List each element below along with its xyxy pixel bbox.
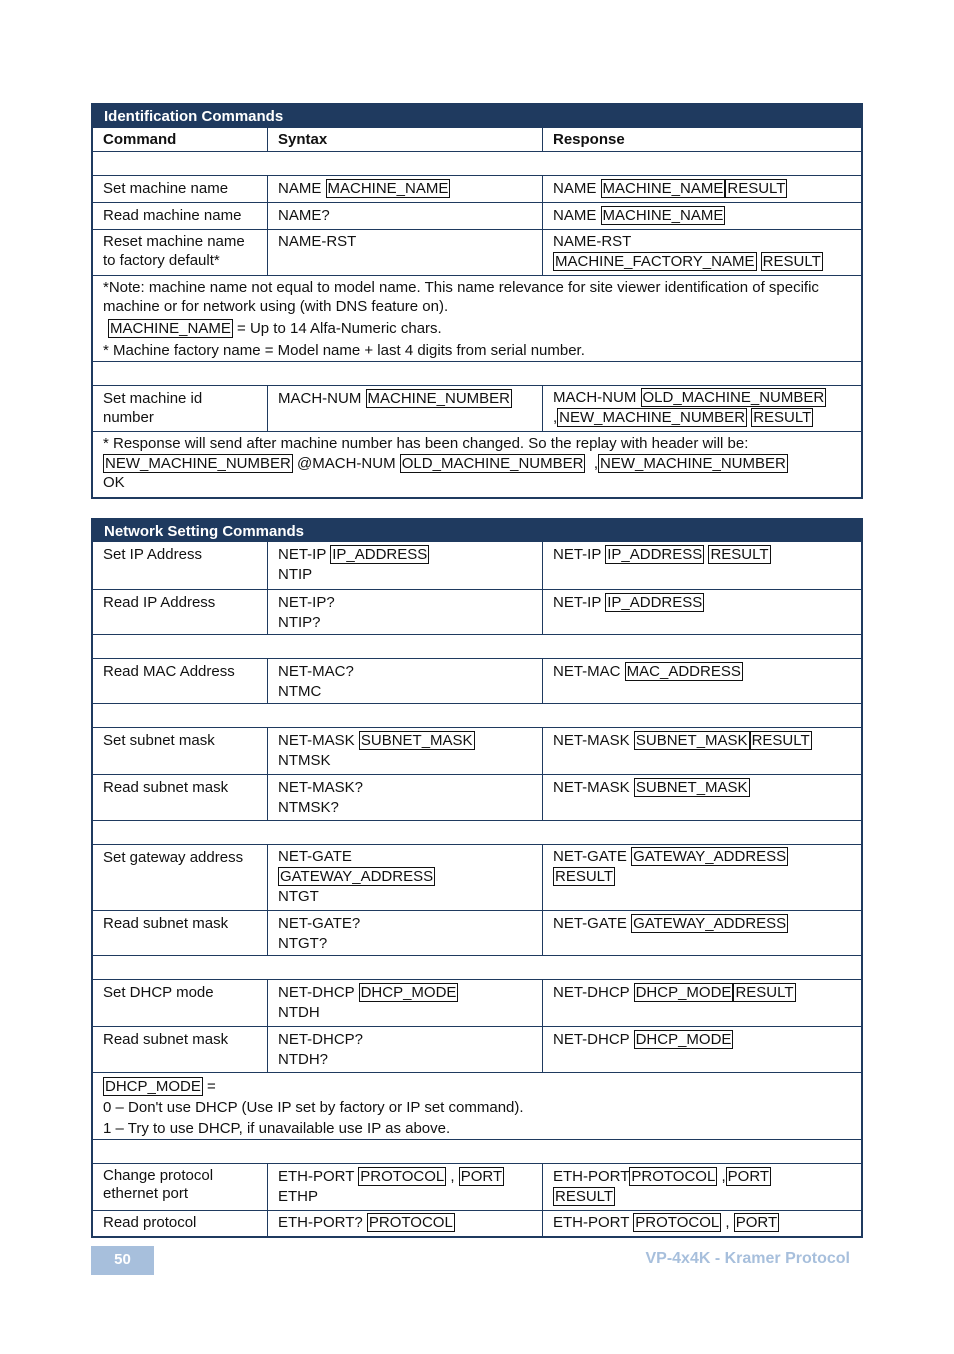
header-command: Command: [93, 128, 268, 151]
note-text: 1 – Try to use DHCP, if unavailable use IP as above.: [103, 1120, 451, 1137]
param-box: RESULT: [555, 1188, 614, 1205]
response-text: NET-IP: [553, 594, 602, 611]
syntax-cell: [268, 1211, 543, 1236]
table-row: [93, 202, 861, 229]
param-box: OLD_MACHINE_NUMBER: [401, 455, 584, 472]
syntax-cell: [268, 542, 543, 589]
command-cell: Read protocol: [93, 1211, 268, 1236]
response-text: ,: [721, 1168, 726, 1185]
command-cell: [93, 386, 268, 431]
command-cell: Read subnet mask: [93, 1027, 268, 1072]
param-box: PORT: [735, 1214, 778, 1231]
response-line: [553, 1187, 851, 1207]
param-box: DHCP_MODE: [360, 984, 457, 1001]
response-text: ETH-PORT: [553, 1214, 630, 1231]
table-row: [93, 175, 861, 202]
param-box: RESULT: [710, 546, 769, 563]
response-cell: [543, 728, 861, 774]
param-box: IP_ADDRESS: [607, 546, 703, 563]
syntax-line: [278, 983, 532, 1003]
param-box: PROTOCOL: [631, 1168, 716, 1185]
syntax-line: NET-DHCP?: [278, 1031, 364, 1048]
syntax-text: NET-MASK: [278, 732, 355, 749]
table-row: [93, 1163, 861, 1210]
response-text: NAME: [553, 207, 597, 224]
command-cell: Set gateway address: [93, 845, 268, 910]
param-box: PROTOCOL: [360, 1168, 445, 1185]
param-box: IP_ADDRESS: [607, 594, 703, 611]
note-text: @MACH-NUM: [297, 455, 396, 472]
command-line: ethernet port: [103, 1185, 189, 1202]
note-text: OK: [103, 474, 125, 491]
note-text: [103, 1076, 851, 1097]
syntax-cell: [268, 911, 543, 955]
response-text: ETH-PORT: [553, 1168, 630, 1185]
command-cell: Set IP Address: [93, 542, 268, 589]
syntax-cell: NAME?: [268, 203, 543, 229]
param-box: NEW_MACHINE_NUMBER: [105, 455, 291, 472]
response-line: NAME-RST: [553, 233, 632, 250]
syntax-text: NET-IP: [278, 546, 327, 563]
param-box: GATEWAY_ADDRESS: [280, 868, 434, 885]
command-cell: Set DHCP mode: [93, 980, 268, 1026]
response-cell: [543, 176, 861, 202]
note-row: [93, 275, 861, 361]
syntax-line: NTDH?: [278, 1051, 329, 1068]
table-row: [93, 844, 861, 910]
response-cell: [543, 845, 861, 910]
table-row: [93, 542, 861, 589]
command-cell: Read machine name: [93, 203, 268, 229]
response-cell: [543, 542, 861, 589]
syntax-cell: [268, 845, 543, 910]
param-box: PROTOCOL: [368, 1214, 453, 1231]
header-syntax: Syntax: [268, 128, 543, 151]
param-box: DHCP_MODE: [105, 1078, 201, 1095]
syntax-line: [278, 867, 532, 887]
syntax-cell: NAME-RST: [268, 230, 543, 275]
syntax-line: NTIP?: [278, 614, 321, 631]
table-row: [93, 979, 861, 1026]
param-box: RESULT: [735, 984, 794, 1001]
response-cell: [543, 230, 861, 275]
response-text: NET-IP: [553, 546, 602, 563]
response-text: NET-MASK: [553, 732, 630, 749]
response-line: [553, 252, 851, 272]
command-cell: Read IP Address: [93, 590, 268, 634]
syntax-cell: [268, 1027, 543, 1072]
command-cell: Read subnet mask: [93, 911, 268, 955]
syntax-text: ETH-PORT: [278, 1168, 355, 1185]
header-row: [93, 127, 861, 151]
param-box: MACHINE_NAME: [110, 320, 231, 337]
syntax-cell: [268, 1164, 543, 1210]
command-cell: [93, 1164, 268, 1210]
param-box: NEW_MACHINE_NUMBER: [559, 409, 746, 426]
param-box: RESULT: [762, 253, 821, 270]
syntax-cell: [268, 176, 543, 202]
param-box: DHCP_MODE: [635, 984, 732, 1001]
response-text: NET-DHCP: [553, 984, 630, 1001]
response-text: ,: [553, 409, 558, 426]
response-cell: [543, 590, 861, 634]
response-cell: [543, 659, 861, 703]
spacer-row: [93, 820, 861, 844]
syntax-cell: [268, 728, 543, 774]
syntax-line: [278, 731, 532, 751]
note-row: [93, 1072, 861, 1139]
table-row: [93, 727, 861, 774]
spacer-row: [93, 955, 861, 979]
syntax-line: NTIP: [278, 566, 313, 583]
response-cell: [543, 980, 861, 1026]
response-cell: [543, 1211, 861, 1236]
syntax-text: MACH-NUM: [278, 390, 362, 407]
note-text: * Machine factory name = Model name + last 4 digits from serial number.: [103, 342, 585, 359]
note-text: = Up to 14 Alfa-Numeric chars.: [237, 320, 442, 337]
syntax-line: NET-GATE?: [278, 915, 361, 932]
response-text: NET-DHCP: [553, 1031, 630, 1048]
syntax-cell: [268, 659, 543, 703]
identification-table: [91, 103, 863, 499]
syntax-line: [278, 545, 532, 565]
response-line: [553, 847, 851, 867]
note-text: * Response will send after machine number has been changed. So the replay with header will be:: [103, 435, 749, 452]
command-line: to factory default*: [103, 252, 220, 269]
note-text: [103, 454, 851, 474]
param-box: MACHINE_NAME: [602, 207, 724, 224]
response-text: NAME: [553, 180, 597, 197]
table-row: [93, 229, 861, 275]
spacer-row: [93, 361, 861, 385]
table-row: [93, 1210, 861, 1236]
param-box: OLD_MACHINE_NUMBER: [642, 389, 825, 406]
command-line: Reset machine name: [103, 233, 245, 250]
syntax-cell: [268, 590, 543, 634]
syntax-line: NTDH: [278, 1004, 320, 1021]
response-line: [553, 867, 851, 887]
document-title: VP-4x4K - Kramer Protocol: [645, 1250, 850, 1267]
network-title: Network Setting Commands: [93, 520, 861, 542]
note-text: [103, 319, 851, 338]
param-box: PROTOCOL: [635, 1214, 720, 1231]
syntax-line: NTMSK: [278, 752, 331, 769]
command-cell: Set machine name: [93, 176, 268, 202]
param-box: MACHINE_NUMBER: [367, 390, 511, 407]
note-text: 0 – Don't use DHCP (Use IP set by factory or IP set command).: [103, 1099, 524, 1116]
param-box: GATEWAY_ADDRESS: [633, 848, 787, 865]
param-box: SUBNET_MASK: [360, 732, 473, 749]
param-box: PORT: [460, 1168, 503, 1185]
response-text: MACH-NUM: [553, 389, 637, 406]
table-row: [93, 1026, 861, 1072]
spacer-row: [93, 1139, 861, 1163]
response-text: NET-GATE: [553, 915, 627, 932]
response-cell: [543, 1027, 861, 1072]
command-line: number: [103, 409, 154, 426]
syntax-line: NET-MAC?: [278, 663, 354, 680]
syntax-line: NET-GATE: [278, 848, 352, 865]
param-box: GATEWAY_ADDRESS: [633, 915, 787, 932]
identification-title: Identification Commands: [93, 105, 861, 127]
syntax-text: ,: [450, 1168, 455, 1185]
param-box: NEW_MACHINE_NUMBER: [599, 455, 786, 472]
command-cell: Read MAC Address: [93, 659, 268, 703]
response-cell: [543, 386, 861, 431]
param-box: MACHINE_NAME: [327, 180, 449, 197]
syntax-line: NET-IP?: [278, 594, 335, 611]
note-text: *Note: machine name not equal to model name. This name relevance for site viewer identification of specific machine or for network using (with DNS feature on).: [103, 279, 819, 315]
note-cell: [93, 276, 861, 361]
table-row: [93, 910, 861, 955]
command-cell: [93, 230, 268, 275]
table-row: [93, 774, 861, 820]
syntax-line: [278, 1167, 532, 1187]
syntax-text: ETH-PORT?: [278, 1214, 363, 1231]
response-line: [553, 408, 851, 428]
note-row: [93, 431, 861, 497]
syntax-cell: [268, 775, 543, 820]
command-line: Set machine id: [103, 390, 203, 407]
param-box: MACHINE_NAME: [602, 180, 724, 197]
response-text: NET-MAC: [553, 663, 621, 680]
param-box: RESULT: [727, 180, 786, 197]
param-box: RESULT: [751, 732, 810, 749]
param-box: PORT: [727, 1168, 770, 1185]
command-line: Change protocol: [103, 1167, 214, 1184]
note-cell: [93, 1073, 861, 1139]
syntax-line: NTGT: [278, 888, 319, 905]
note-cell: [93, 432, 861, 497]
table-row: [93, 658, 861, 703]
param-box: SUBNET_MASK: [635, 779, 748, 796]
header-response: Response: [553, 131, 625, 148]
spacer-row: [93, 151, 861, 175]
param-box: MAC_ADDRESS: [626, 663, 741, 680]
table-row: [93, 385, 861, 431]
response-line: [553, 388, 851, 408]
syntax-line: NTMC: [278, 683, 322, 700]
syntax-line: NET-MASK?: [278, 779, 364, 796]
param-box: RESULT: [753, 409, 812, 426]
syntax-text: NET-DHCP: [278, 984, 355, 1001]
response-text: NET-MASK: [553, 779, 630, 796]
spacer-row: [93, 634, 861, 658]
syntax-line: NTMSK?: [278, 799, 339, 816]
param-box: SUBNET_MASK: [635, 732, 748, 749]
response-text: ,: [725, 1214, 730, 1231]
spacer-row: [93, 703, 861, 727]
response-cell: [543, 203, 861, 229]
syntax-cell: [268, 980, 543, 1026]
table-row: [93, 589, 861, 634]
syntax-text: NAME: [278, 180, 322, 197]
param-box: MACHINE_FACTORY_NAME: [555, 253, 755, 270]
response-cell: [543, 775, 861, 820]
syntax-line: NTGT?: [278, 935, 328, 952]
param-box: RESULT: [555, 868, 614, 885]
response-line: [553, 1167, 851, 1187]
param-box: DHCP_MODE: [635, 1031, 732, 1048]
response-cell: [543, 911, 861, 955]
param-box: IP_ADDRESS: [332, 546, 428, 563]
syntax-cell: [268, 386, 543, 431]
note-text: ,: [593, 455, 598, 472]
page-number: 50: [91, 1246, 154, 1275]
network-table: [91, 518, 863, 1238]
note-text: =: [207, 1078, 216, 1095]
response-cell: [543, 1164, 861, 1210]
command-cell: Read subnet mask: [93, 775, 268, 820]
syntax-line: ETHP: [278, 1188, 319, 1205]
command-cell: Set subnet mask: [93, 728, 268, 774]
response-text: NET-GATE: [553, 848, 627, 865]
